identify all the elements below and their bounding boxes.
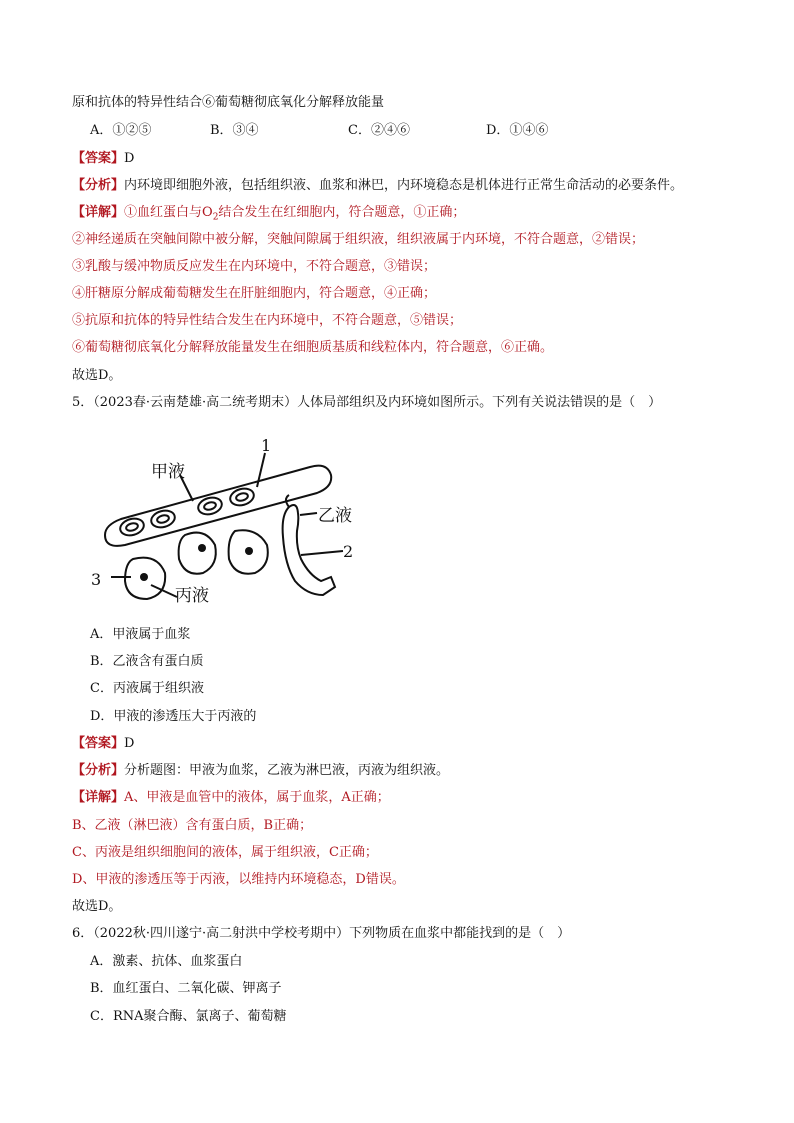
red-cell-3 xyxy=(196,495,223,517)
q5-detail-a: A、甲液是血管中的液体，属于血浆，A正确； xyxy=(124,790,390,805)
q4-option-b: B．③④ xyxy=(210,123,259,138)
q6-option-a: A．激素、抗体、血浆蛋白 xyxy=(90,954,243,969)
q4-detail-1b: 结合发生在红细胞内，符合题意，①正确； xyxy=(218,205,466,220)
q5-detail-b: B、乙液（淋巴液）含有蛋白质，B正确； xyxy=(72,818,313,833)
q4-option-d: D．①④⑥ xyxy=(486,123,549,138)
answer-label: 【答案】 xyxy=(72,736,125,751)
q4-detail-5: ⑤抗原和抗体的特异性结合发生在内环境中，不符合题意，⑤错误； xyxy=(72,313,463,328)
q5-stem: 5．（2023春·云南楚雄·高二统考期末）人体局部组织及内环境如图所示。下列有关说法错误的是（ ） xyxy=(72,395,662,410)
detail-label: 【详解】 xyxy=(72,205,125,220)
tissue-cell-1 xyxy=(179,533,216,574)
q5-answer: D xyxy=(124,736,135,751)
red-cell-4 xyxy=(228,486,255,508)
q4-analysis: 内环境即细胞外液，包括组织液、血浆和淋巴，内环境稳态是机体进行正常生命活动的必要条件。 xyxy=(124,178,684,193)
analysis-label: 【分析】 xyxy=(72,763,125,778)
q5-option-c: C．丙液属于组织液 xyxy=(90,681,204,696)
q4-answer: D xyxy=(124,151,135,166)
q5-analysis-row xyxy=(72,762,449,780)
q5-figure xyxy=(85,435,385,615)
q6-option-b: B．血红蛋白、二氧化碳、钾离子 xyxy=(90,981,282,996)
q6-option-c: C．RNA聚合酶、氯离子、葡萄糖 xyxy=(90,1009,287,1024)
q5-option-a: A．甲液属于血浆 xyxy=(90,627,191,642)
label-1: 1 xyxy=(261,436,272,455)
q4-detail-2: ②神经递质在突触间隙中被分解，突触间隙属于组织液，组织液属于内环境，不符合题意，②错误； xyxy=(72,232,645,247)
q4-detail-6: ⑥葡萄糖彻底氧化分解释放能量发生在细胞质基质和线粒体内，符合题意，⑥正确。 xyxy=(72,340,554,355)
q4-option-c: C．②④⑥ xyxy=(348,123,410,138)
nucleus-2 xyxy=(245,547,253,555)
label-2: 2 xyxy=(343,542,354,561)
q5-detail-c: C、丙液是组织细胞间的液体，属于组织液，C正确； xyxy=(72,845,378,860)
q4-detail-row xyxy=(72,204,465,227)
q5-detail-row xyxy=(72,789,390,807)
q4-analysis-row xyxy=(72,177,683,195)
q5-answer-row xyxy=(72,735,134,753)
q5-option-b: B．乙液含有蛋白质 xyxy=(90,654,204,669)
label-yi: 乙液 xyxy=(318,506,352,526)
q4-stem-tail: 原和抗体的特异性结合⑥葡萄糖彻底氧化分解释放能量 xyxy=(72,95,385,110)
label-3: 3 xyxy=(91,570,102,589)
answer-label: 【答案】 xyxy=(72,151,125,166)
nucleus-3 xyxy=(140,573,148,581)
q4-detail-1a: ①血红蛋白与O xyxy=(124,205,213,220)
detail-label: 【详解】 xyxy=(72,790,125,805)
q5-detail-d: D、甲液的渗透压等于丙液，以维持内环境稳态，D错误。 xyxy=(72,872,405,887)
q4-option-a: A．①②⑤ xyxy=(90,123,152,138)
q4-answer-row xyxy=(72,150,134,168)
q4-detail-4: ④肝糖原分解成葡萄糖发生在肝脏细胞内，符合题意，④正确； xyxy=(72,286,437,301)
q5-analysis: 分析题图：甲液为血浆，乙液为淋巴液，丙液为组织液。 xyxy=(124,763,450,778)
label-bing: 丙液 xyxy=(175,586,209,606)
q6-stem: 6．（2022秋·四川遂宁·高二射洪中学校考期中）下列物质在血浆中都能找到的是（ ） xyxy=(72,926,571,941)
q5-option-d: D．甲液的渗透压大于丙液的 xyxy=(90,709,257,724)
q5-conclusion: 故选D。 xyxy=(72,899,122,914)
analysis-label: 【分析】 xyxy=(72,178,125,193)
red-cell-2 xyxy=(149,508,176,530)
label-jia: 甲液 xyxy=(151,462,185,482)
q4-conclusion: 故选D。 xyxy=(72,368,122,383)
q4-detail-3: ③乳酸与缓冲物质反应发生在内环境中，不符合题意，③错误； xyxy=(72,259,437,274)
q4-detail-1-sub: 2 xyxy=(212,212,219,223)
nucleus-1 xyxy=(198,544,206,552)
